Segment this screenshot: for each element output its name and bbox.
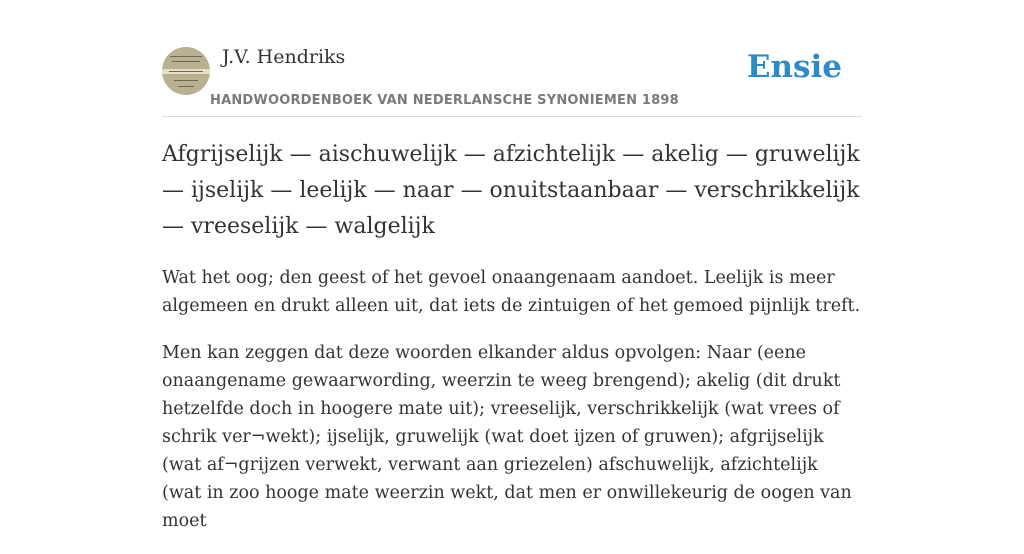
entry-header <box>162 44 862 117</box>
entry-paragraph: Men kan zeggen dat deze woorden elkander aldus opvolgen: Naar (eene onaangename gewaarwording, weerzin te weeg brengend); akelig (dit drukt hetzelfde doch in hoogere mate uit); vreeselijk, verschrikkelijk (wat vrees of schrik ver¬wekt); ijselijk, gruwelijk (wat doet ijzen of gruwen); afgrijselijk (wat af¬grijzen verwekt, verwant aan griezelen) afschuwelijk, afzichtelijk (wat in zoo hooge mate weerzin wekt, dat men er onwillekeurig de oogen van moet <box>162 343 852 531</box>
author-name[interactable]: J.V. Hendriks <box>222 46 346 68</box>
entry-paragraph: Wat het oog; den geest of het gevoel onaangenaam aandoet. Leelijk is meer algemeen en drukt alleen uit, dat iets de zintuigen of het gemoed pijnlijk treft. <box>162 268 861 316</box>
entry-title: Afgrijselijk — aischuwelijk — afzichtelijk — akelig — gruwelijk — ijselijk — leelijk — naar — onuitstaanbaar — verschrikkelijk — vreeselijk — walgelijk <box>162 142 860 239</box>
book-cover-icon[interactable] <box>162 47 210 95</box>
entry-body <box>162 264 862 554</box>
source-title[interactable]: HANDWOORDENBOEK VAN NEDERLANSCHE SYNONIEMEN 1898 <box>210 93 679 108</box>
site-logo[interactable]: Ensie <box>746 49 842 85</box>
